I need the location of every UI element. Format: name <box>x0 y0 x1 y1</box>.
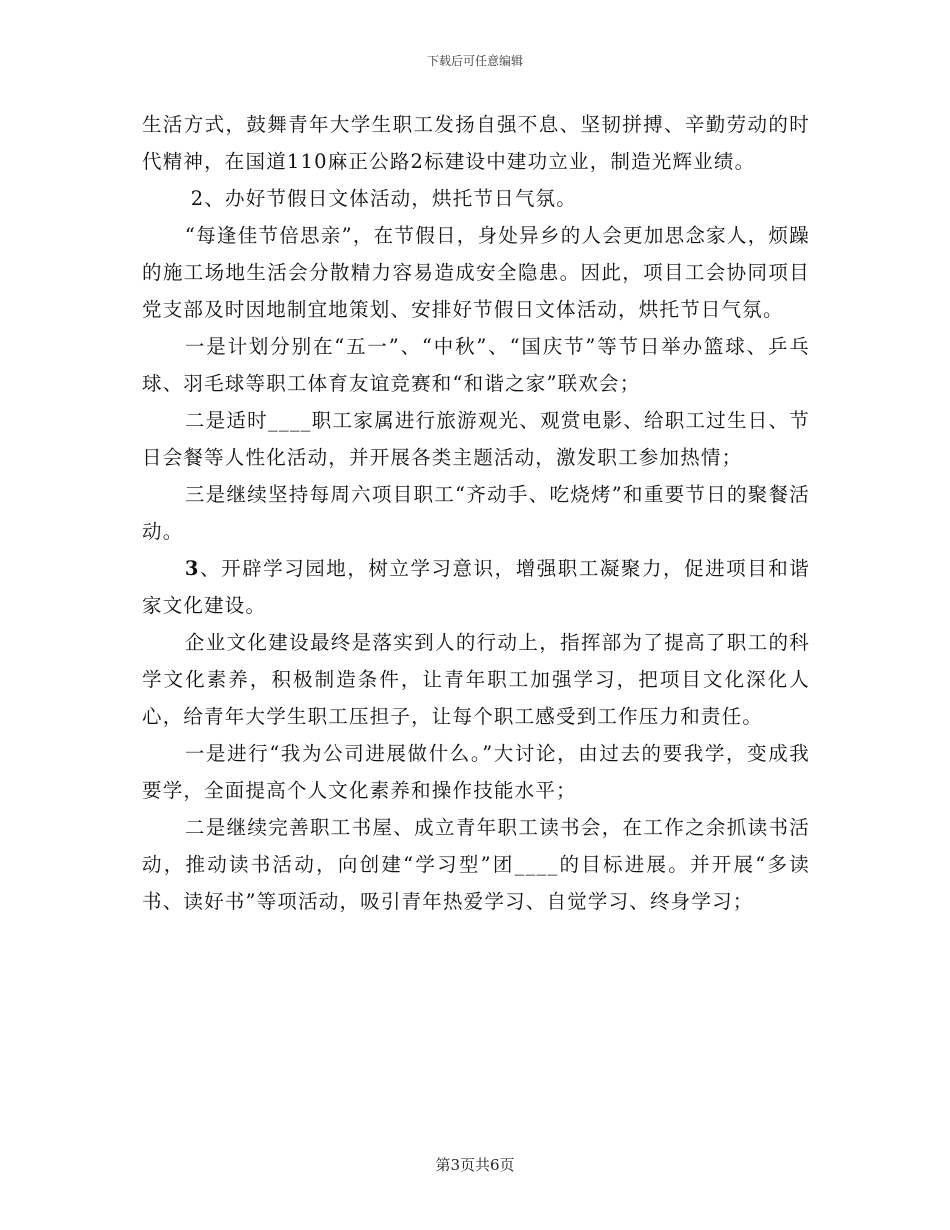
document-body <box>142 106 810 920</box>
list-item: 一是计划分别在“五一”、“中秋”、“国庆节”等节日举办篮球、乒乓球、羽毛球等职工体育友谊竞赛和“和谐之家”联欢会； <box>142 335 810 395</box>
list-item: 二是适时____职工家属进行旅游观光、观赏电影、给职工过生日、节日会餐等人性化活动，并开展各类主题活动，激发职工参加热情； <box>142 409 810 469</box>
page-header: 下载后可任意编辑 <box>426 54 523 68</box>
paragraph-continuation: 生活方式，鼓舞青年大学生职工发扬自强不息、坚韧拼搏、辛勤劳动的时代精神，在国道110麻正公路2标建设中建功立业，制造光辉业绩。 <box>142 113 810 173</box>
section-number: 3 <box>184 557 200 580</box>
list-item: 一是进行“我为公司进展做什么。”大讨论，由过去的要我学，变成我要学，全面提高个人文化素养和操作技能水平； <box>142 742 810 802</box>
section-heading-2: 2、办好节假日文体活动，烘托节日气氛。 <box>190 187 577 210</box>
section-heading-3 <box>142 550 810 624</box>
list-item: 二是继续完善职工书屋、成立青年职工读书会，在工作之余抓读书活动，推动读书活动，向创建“学习型”团____的目标进展。并开展“多读书、读好书”等项活动，吸引青年热爱学习、自觉学习、终身学习； <box>142 816 810 913</box>
paragraph: “每逢佳节倍思亲”，在节假日，身处异乡的人会更加思念家人，烦躁的施工场地生活会分散精力容易造成安全隐患。因此，项目工会协同项目党支部及时因地制宜地策划、安排好节假日文体活动，烘托节日气氛。 <box>142 224 810 321</box>
section-heading-text: 、开辟学习园地，树立学习意识，增强职工凝聚力，促进项目和谐家文化建设。 <box>142 557 810 617</box>
paragraph: 企业文化建设最终是落实到人的行动上，指挥部为了提高了职工的科学文化素养，积极制造条件，让青年职工加强学习，把项目文化深化人心，给青年大学生职工压担子，让每个职工感受到工作压力和责任。 <box>142 631 810 728</box>
page-footer: 第3页共6页 <box>435 1156 515 1174</box>
list-item: 三是继续坚持每周六项目职工“齐动手、吃烧烤”和重要节日的聚餐活动。 <box>142 483 810 543</box>
